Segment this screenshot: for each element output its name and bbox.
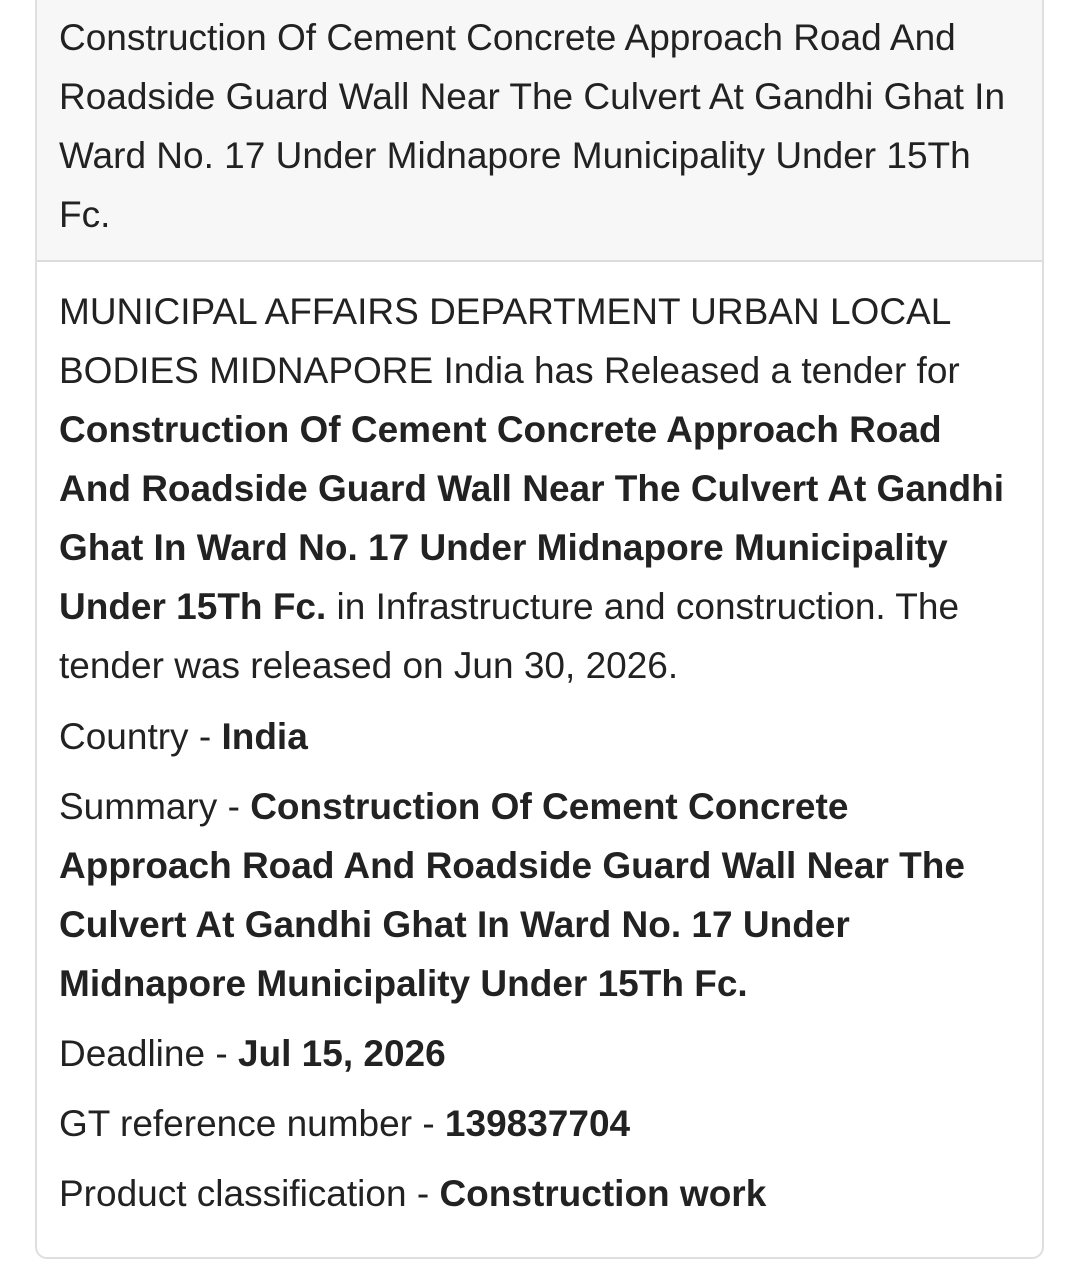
- product-classification-label: Product classification -: [59, 1173, 440, 1214]
- summary-field: [59, 777, 1020, 1013]
- product-classification-value: Construction work: [439, 1173, 767, 1214]
- country-field: [59, 707, 1020, 766]
- summary-value: Construction Of Cement Concrete Approach Road And Roadside Guard Wall Near The Culvert At Gandhi Ghat In Ward No. 17 Under Midnapore Municipality Under 15Th Fc.: [59, 786, 965, 1004]
- description-suffix: .: [667, 645, 679, 686]
- description-middle: in Infrastructure and construction. The tender was released on: [59, 586, 960, 686]
- description-release-date: Jun 30, 2026: [453, 645, 668, 686]
- deadline-value: Jul 15, 2026: [237, 1033, 446, 1074]
- card-header: [37, 0, 1042, 262]
- description-title: Construction Of Cement Concrete Approach Road And Roadside Guard Wall Near The Culvert At Gandhi Ghat In Ward No. 17 Under Midnapore Municipality Under 15Th Fc.: [59, 409, 1004, 627]
- country-value: India: [221, 716, 308, 757]
- description-prefix: MUNICIPAL AFFAIRS DEPARTMENT URBAN LOCAL BODIES MIDNAPORE India has Released a tender for: [59, 291, 960, 391]
- country-label: Country -: [59, 716, 222, 757]
- deadline-field: [59, 1024, 1020, 1083]
- gt-reference-value: 139837704: [444, 1103, 631, 1144]
- deadline-label: Deadline -: [59, 1033, 238, 1074]
- tender-card: [35, 0, 1044, 1259]
- tender-title: Construction Of Cement Concrete Approach Road And Roadside Guard Wall Near The Culvert At Gandhi Ghat In Ward No. 17 Under Midnapore Municipality Under 15Th Fc.: [59, 17, 1006, 235]
- gt-reference-field: [59, 1094, 1020, 1153]
- card-body: [37, 262, 1042, 1223]
- tender-description: [59, 282, 1020, 695]
- product-classification-field: [59, 1164, 1020, 1223]
- gt-reference-label: GT reference number -: [59, 1103, 445, 1144]
- summary-label: Summary -: [59, 786, 251, 827]
